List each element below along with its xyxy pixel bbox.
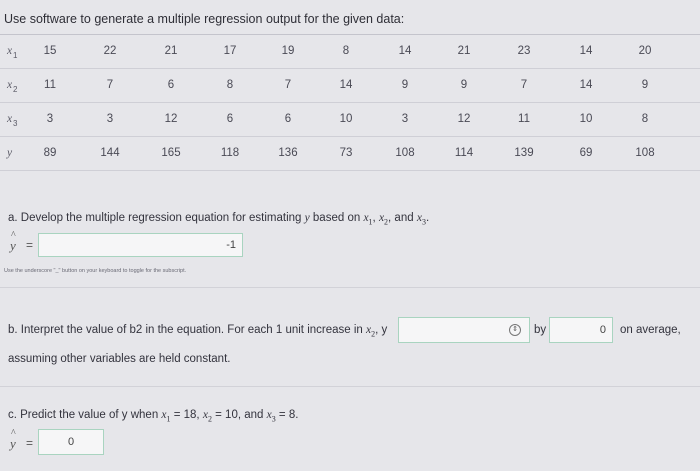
table-cell: 6 (167, 79, 175, 91)
table-cell: 17 (223, 45, 237, 57)
part-a-equals: = (26, 238, 34, 252)
table-cell: 11 (44, 79, 56, 91)
table-cell: 14 (579, 45, 593, 57)
table-cell: 144 (100, 147, 120, 159)
row-label: y (7, 147, 13, 159)
table-cell: 3 (401, 113, 409, 125)
table-row (0, 35, 700, 69)
instruction-text: Use software to generate a multiple regression output for the given data: (4, 12, 405, 26)
table-cell: 19 (281, 45, 295, 57)
part-a-x1: $x_1$ (363, 212, 373, 227)
table-cell: 6 (284, 113, 292, 125)
part-a-y: y (304, 212, 310, 224)
part-a-x2: $x_2$ (378, 212, 389, 227)
on-average-label: on average, (620, 324, 681, 336)
part-a-x3: $x_3$ (416, 212, 426, 227)
part-c-yhat: ^ y (10, 428, 16, 451)
table-cell: 108 (395, 147, 415, 159)
table-cell: 139 (514, 147, 534, 159)
up-down-chevron-icon: ⇕ (509, 324, 521, 336)
part-b-line2: assuming other variables are held constant. (8, 353, 231, 365)
table-cell: 69 (579, 147, 593, 159)
b2-amount-input[interactable]: 0 (549, 317, 613, 343)
table-cell: 12 (164, 113, 178, 125)
row-label-subscript: 3 (13, 119, 18, 128)
table-row (0, 69, 700, 103)
row-label: x (7, 113, 13, 125)
table-cell: 8 (226, 79, 234, 91)
table-cell: 6 (226, 113, 234, 125)
row-label-subscript: 2 (13, 85, 18, 94)
table-cell: 22 (103, 45, 117, 57)
row-label: x (7, 79, 13, 91)
table-cell: 23 (517, 45, 531, 57)
table-row (0, 137, 700, 171)
part-a-text: a. Develop the multiple regression equation for estimating (8, 212, 305, 224)
table-cell: 114 (454, 147, 474, 159)
increase-decrease-dropdown[interactable] (398, 317, 530, 343)
part-a-question: a. Develop the multiple regression equation for estimating y based on $x_1$, $x_2$, and $x_3$. (8, 212, 430, 227)
table-cell: 15 (43, 45, 57, 57)
row-label: x (7, 45, 13, 57)
section-divider (0, 287, 700, 288)
table-cell: 10 (339, 113, 353, 125)
table-cell: 21 (164, 45, 178, 57)
section-divider-2 (0, 386, 700, 387)
table-cell: 9 (401, 79, 409, 91)
table-cell: 8 (342, 45, 350, 57)
table-cell: 14 (579, 79, 593, 91)
table-cell: 9 (641, 79, 649, 91)
part-c-equals: = (26, 436, 34, 450)
table-cell: 20 (638, 45, 652, 57)
part-b-y: , y (375, 324, 388, 336)
table-cell: 9 (460, 79, 468, 91)
part-b-text: b. Interpret the value of b2 in the equation. For each 1 unit increase in (8, 324, 367, 336)
table-cell: 118 (220, 147, 240, 159)
table-cell: 89 (43, 147, 57, 159)
part-a-suffix: , and (388, 212, 417, 224)
row-label-subscript: 1 (13, 51, 18, 60)
row-divider (0, 170, 700, 171)
part-c-question: c. Predict the value of y when $x_1 = 18$, $x_2 = 10$, and $x_3 = 8$. (8, 409, 299, 424)
by-label: by (534, 324, 547, 336)
table-cell: 108 (635, 147, 655, 159)
part-b-question (8, 324, 387, 338)
table-cell: 7 (284, 79, 292, 91)
table-cell: 136 (278, 147, 298, 159)
table-cell: 21 (457, 45, 471, 57)
part-a-middle: based on (309, 212, 364, 224)
table-row (0, 103, 700, 137)
table-cell: 3 (46, 113, 54, 125)
part-c-text: c. Predict the value of y when (8, 409, 162, 421)
prediction-input[interactable]: 0 (38, 429, 104, 455)
regression-equation-input[interactable]: -1 (38, 233, 243, 257)
table-cell: 14 (398, 45, 412, 57)
table-cell: 11 (518, 113, 530, 125)
table-cell: 73 (339, 147, 353, 159)
table-cell: 7 (520, 79, 528, 91)
subscript-hint: Use the underscore "_" button on your keyboard to toggle for the subscript. (4, 268, 187, 274)
part-b-x2: $x_2$ (366, 324, 376, 339)
part-a-yhat: ^ y (10, 230, 16, 253)
table-cell: 8 (641, 113, 649, 125)
table-cell: 14 (339, 79, 353, 91)
table-cell: 3 (106, 113, 114, 125)
table-cell: 7 (106, 79, 114, 91)
table-cell: 10 (579, 113, 593, 125)
table-cell: 12 (457, 113, 471, 125)
table-cell: 165 (161, 147, 181, 159)
